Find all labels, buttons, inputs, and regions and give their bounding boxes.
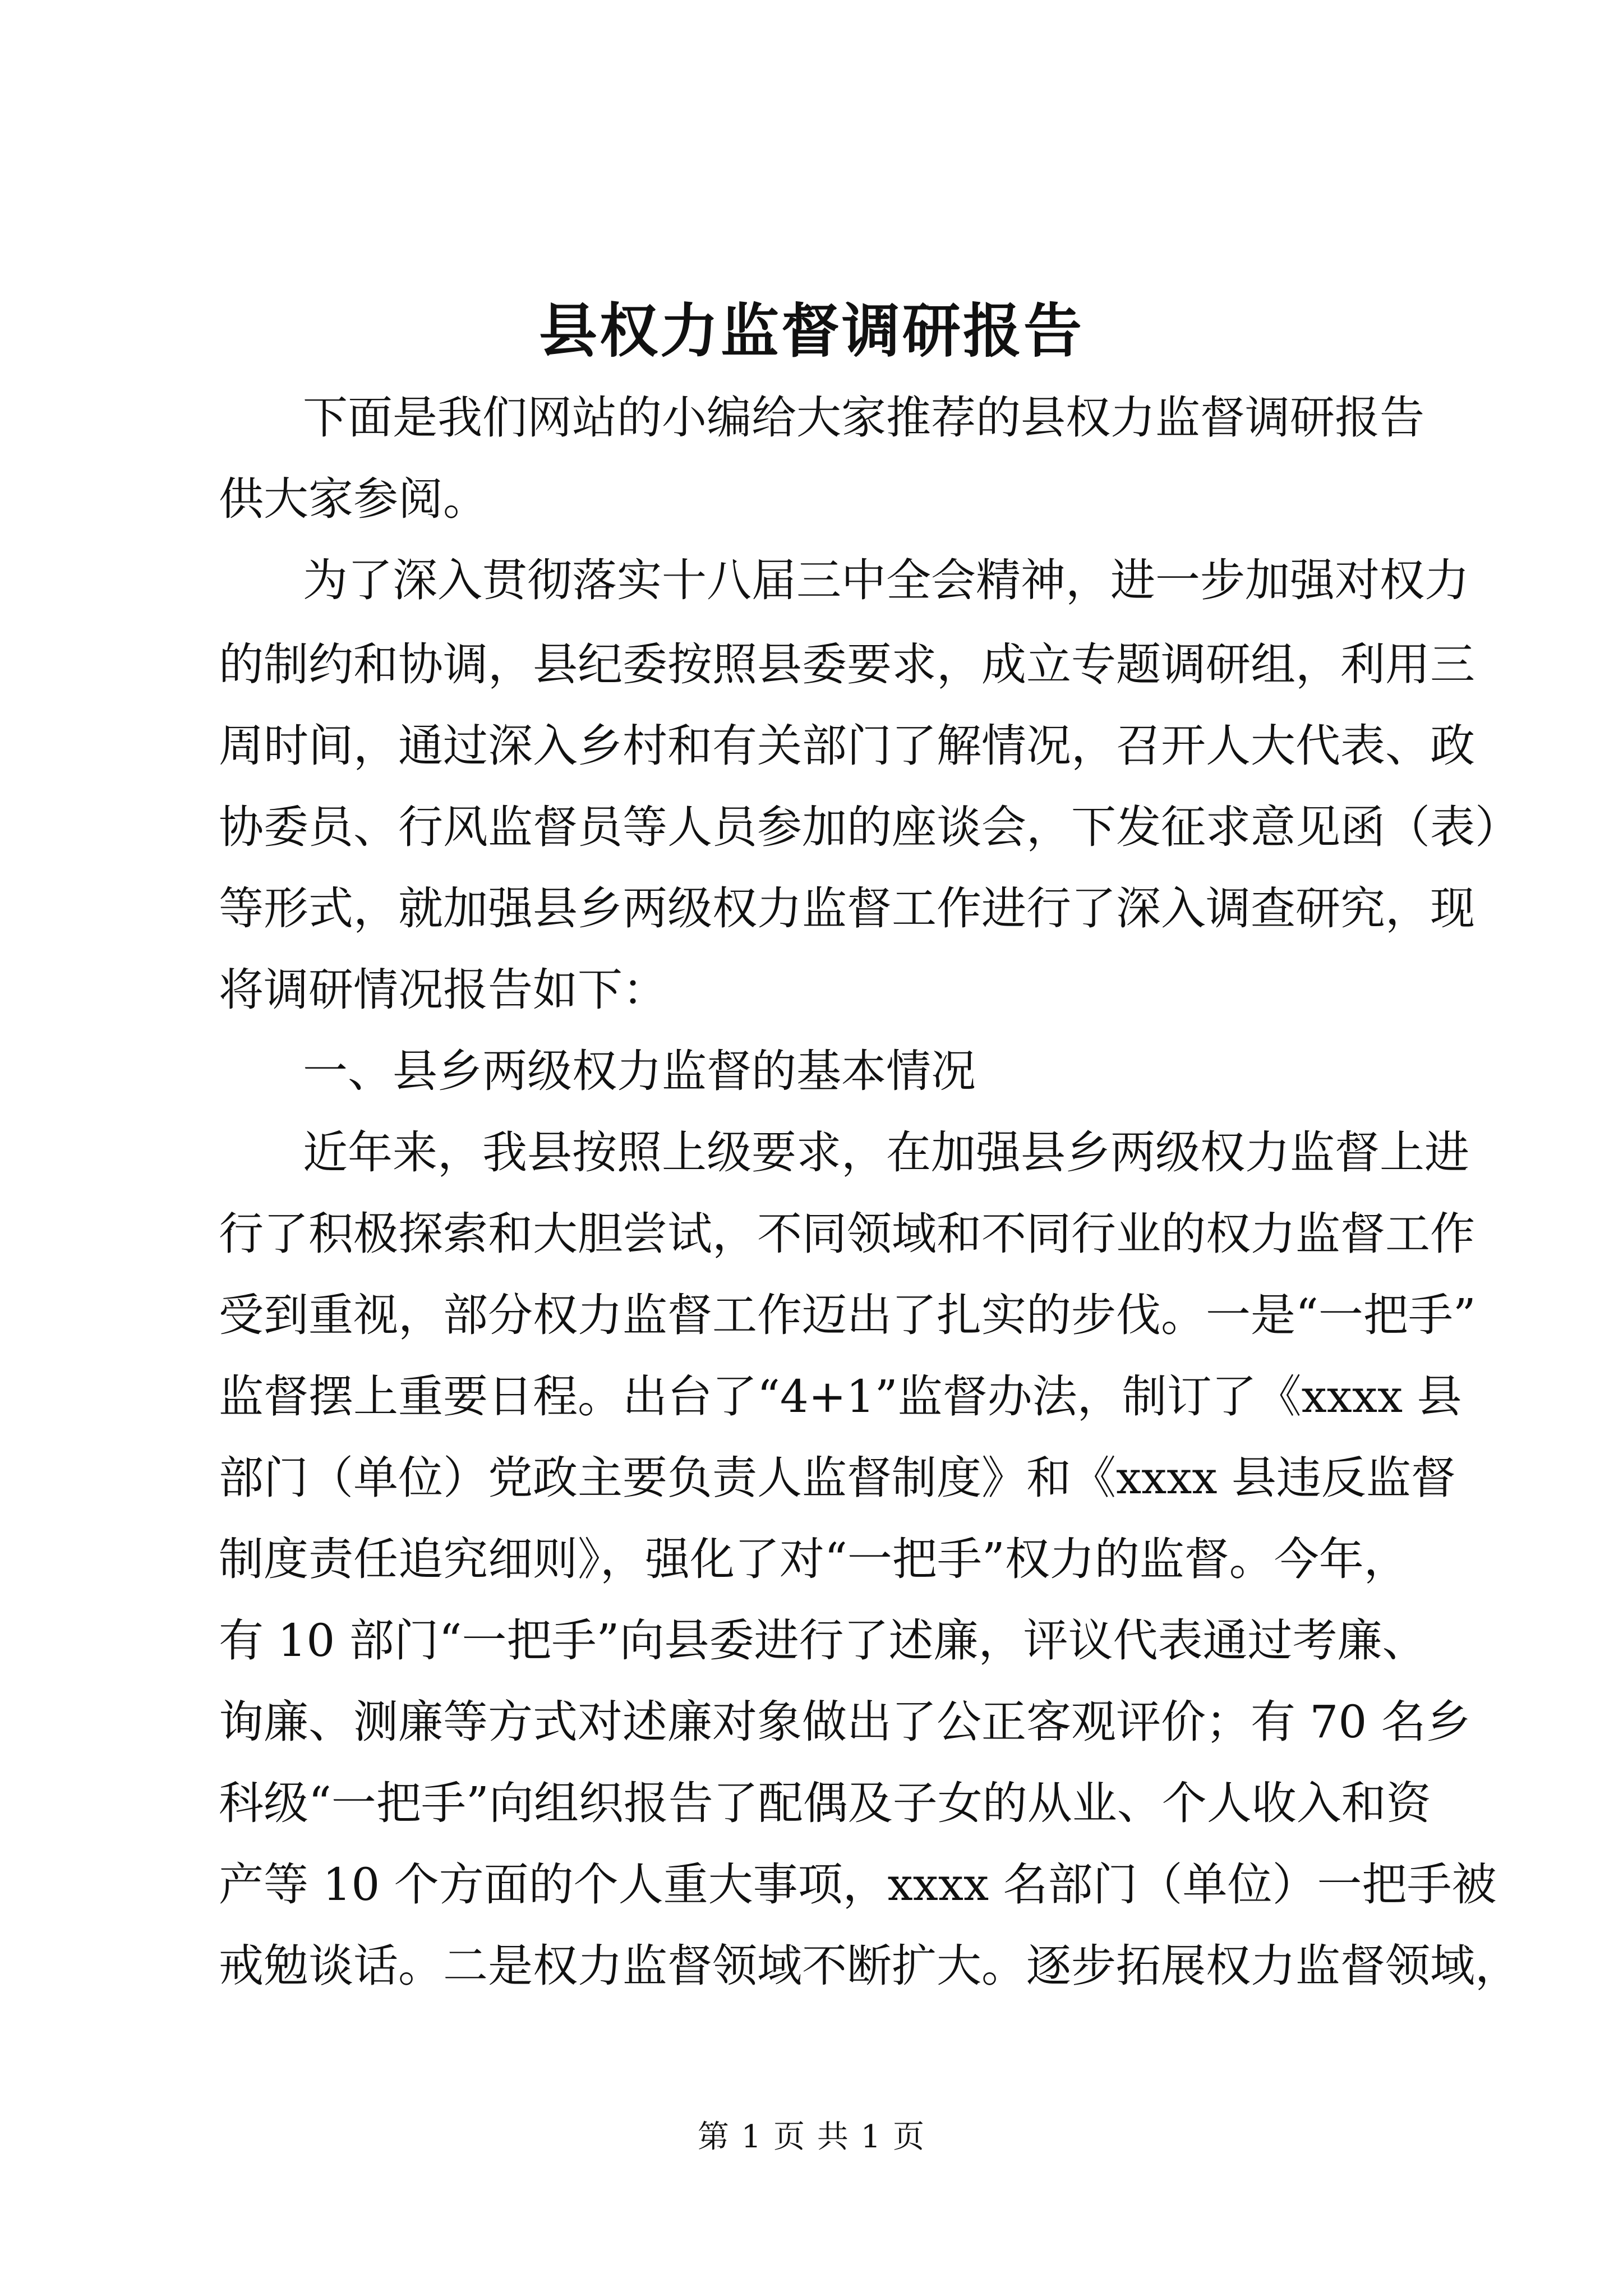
paragraph-line: 制度责任追究细则》，强化了对“一把手”权力的监督。今年， xyxy=(219,1533,1409,1585)
document-title: 县权力监督调研报告 xyxy=(538,296,1084,365)
paragraph-line: 有 10 部门“一把手”向县委进行了述廉，评议代表通过考廉、 xyxy=(219,1614,1427,1667)
paragraph-line: 的制约和协调，县纪委按照县委要求，成立专题调研组，利用三 xyxy=(219,638,1475,691)
paragraph-line: 供大家参阅。 xyxy=(219,473,488,525)
paragraph-line: 部门（单位）党政主要负责人监督制度》和《xxxx 县违反监督 xyxy=(219,1452,1456,1504)
paragraph-line: 科级“一把手”向组织报告了配偶及子女的从业、个人收入和资 xyxy=(219,1777,1431,1829)
paragraph-line: 监督摆上重要日程。出台了“4+1”监督办法，制订了《xxxx 县 xyxy=(219,1370,1462,1423)
paragraph-line: 将调研情况报告如下： xyxy=(219,964,667,1016)
paragraph-line: 协委员、行风监督员等人员参加的座谈会，下发征求意见函（表） xyxy=(219,801,1520,853)
paragraph-line: 周时间，通过深入乡村和有关部门了解情况，召开人大代表、政 xyxy=(219,720,1475,772)
section-heading: 一、县乡两级权力监督的基本情况 xyxy=(303,1045,976,1097)
paragraph-line: 询廉、测廉等方式对述廉对象做出了公正客观评价；有 70 名乡 xyxy=(219,1696,1471,1748)
paragraph-line: 戒勉谈话。二是权力监督领域不断扩大。逐步拓展权力监督领域， xyxy=(219,1940,1520,1992)
paragraph-line: 等形式，就加强县乡两级权力监督工作进行了深入调查研究，现 xyxy=(219,882,1475,935)
paragraph-line: 近年来，我县按照上级要求，在加强县乡两级权力监督上进 xyxy=(303,1126,1469,1179)
paragraph-line: 下面是我们网站的小编给大家推荐的县权力监督调研报告 xyxy=(303,392,1424,444)
paragraph-line: 为了深入贯彻落实十八届三中全会精神，进一步加强对权力 xyxy=(303,554,1469,606)
page-footer: 第 1 页 共 1 页 xyxy=(697,2119,926,2155)
paragraph-line: 行了积极探索和大胆尝试，不同领域和不同行业的权力监督工作 xyxy=(219,1208,1475,1260)
paragraph-line: 产等 10 个方面的个人重大事项，xxxx 名部门（单位）一把手被 xyxy=(219,1858,1497,1911)
paragraph-line: 受到重视，部分权力监督工作迈出了扎实的步伐。一是“一把手” xyxy=(219,1289,1476,1341)
